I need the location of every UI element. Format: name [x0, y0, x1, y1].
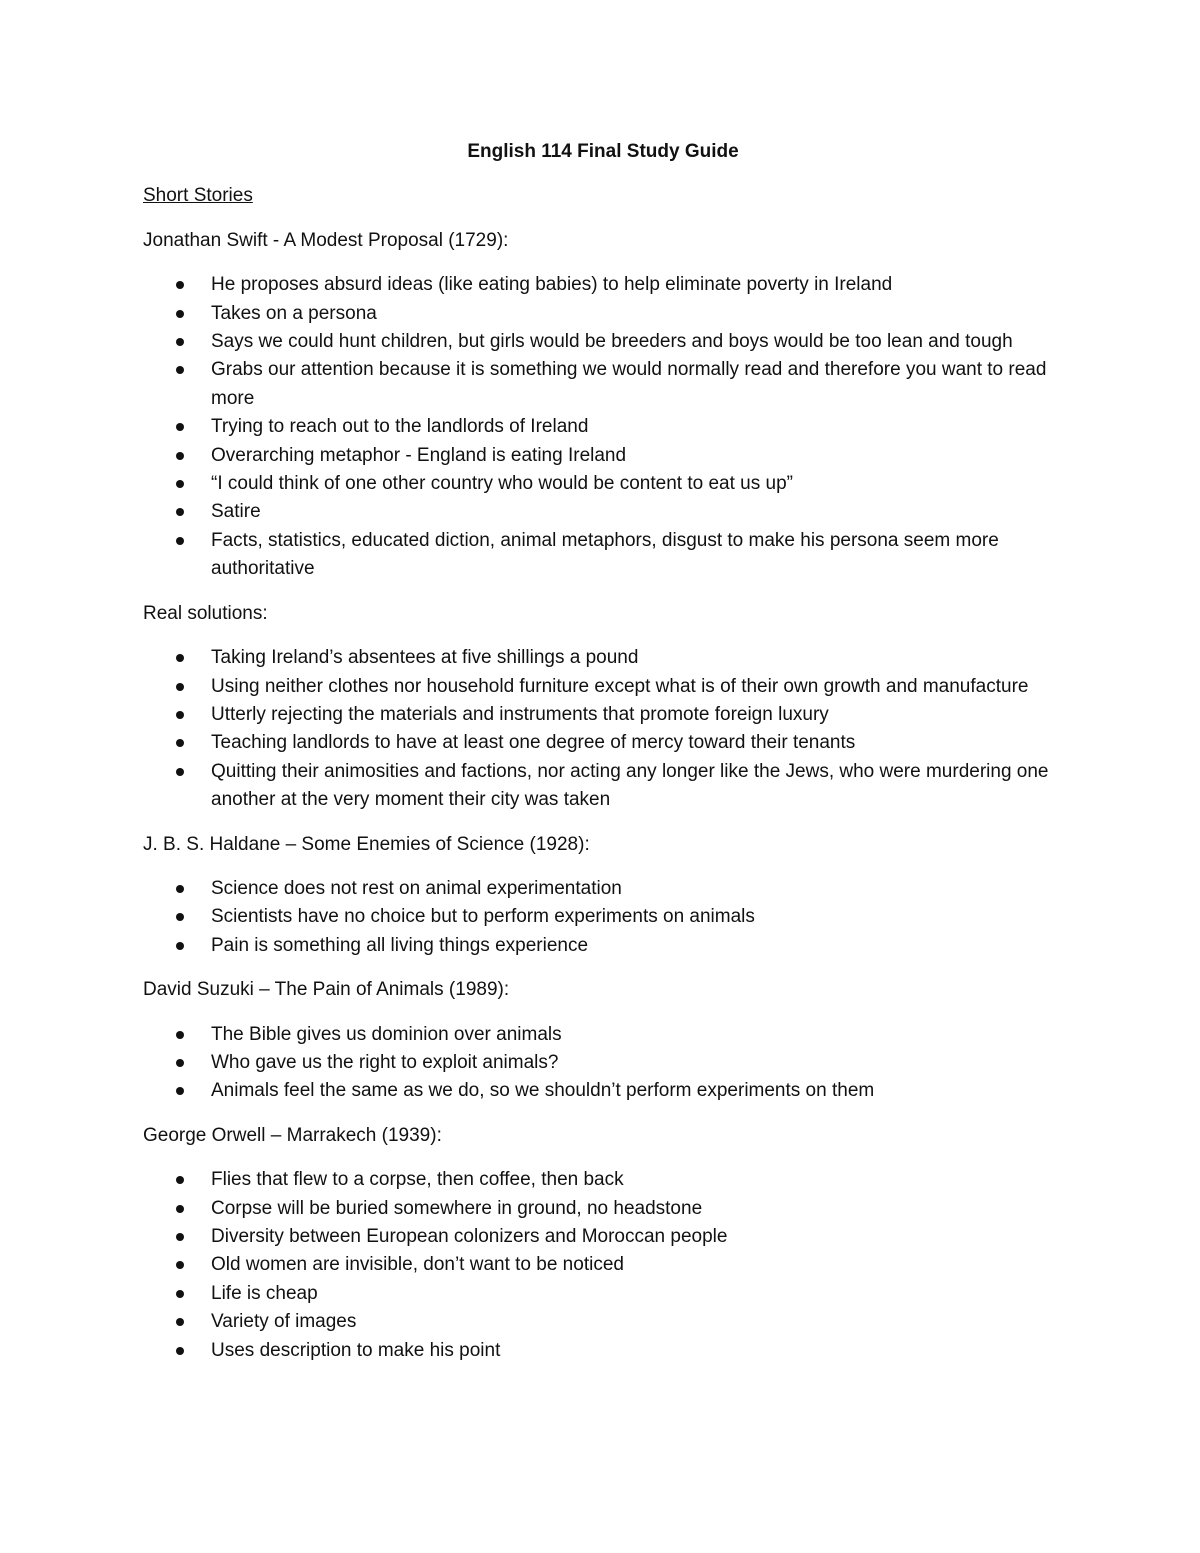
bullet-icon — [176, 1290, 184, 1298]
entry-haldane — [143, 831, 1063, 961]
document-title: English 114 Final Study Guide — [467, 141, 739, 162]
list-item-text: Teaching landlords to have at least one degree of mercy toward their tenants — [211, 732, 856, 754]
bullet-icon — [176, 452, 184, 460]
list-item-text: He proposes absurd ideas (like eating babies) to help eliminate poverty in Ireland — [211, 274, 893, 296]
list-item — [143, 758, 1063, 815]
entry-heading: Real solutions: — [143, 602, 268, 624]
entry-heading: J. B. S. Haldane – Some Enemies of Science (1928): — [143, 833, 590, 855]
list-item — [143, 442, 1063, 470]
document-page — [143, 138, 1063, 1381]
list-item-text: Takes on a persona — [211, 302, 377, 324]
bullet-icon — [176, 423, 184, 431]
list-item — [143, 903, 1063, 931]
list-item-text: Scientists have no choice but to perform experiments on animals — [211, 906, 755, 928]
list-item — [143, 932, 1063, 960]
list-item-text: Facts, statistics, educated diction, animal metaphors, disgust to make his persona seem more authoritative — [211, 529, 999, 580]
bullet-icon — [176, 654, 184, 662]
list-item — [143, 470, 1063, 498]
section-heading-short-stories: Short Stories — [143, 185, 253, 207]
list-item-text: Animals feel the same as we do, so we shouldn’t perform experiments on them — [211, 1080, 875, 1102]
bullet-icon — [176, 1318, 184, 1326]
list-item — [143, 498, 1063, 526]
list-item-text: Grabs our attention because it is something we would normally read and therefore you want to read more — [211, 359, 1047, 409]
bullet-icon — [176, 1347, 184, 1355]
list-item-text: Who gave us the right to exploit animals? — [211, 1051, 559, 1073]
list-item — [143, 673, 1063, 701]
bullet-list — [143, 1021, 1063, 1106]
list-item-text: Overarching metaphor - England is eating Ireland — [211, 444, 627, 466]
list-item-text: Pain is something all living things experience — [211, 934, 589, 956]
bullet-list — [143, 271, 1063, 583]
bullet-icon — [176, 281, 184, 289]
list-item — [143, 875, 1063, 903]
list-item-text: Diversity between European colonizers and Moroccan people — [211, 1226, 728, 1247]
list-item — [143, 729, 1063, 757]
bullet-icon — [176, 1176, 184, 1184]
bullet-icon — [176, 480, 184, 488]
list-item — [143, 1280, 1063, 1308]
bullet-icon — [176, 885, 184, 893]
entry-orwell — [143, 1122, 1063, 1365]
list-item-text: The Bible gives us dominion over animals — [211, 1023, 562, 1045]
entry-suzuki — [143, 976, 1063, 1106]
bullet-icon — [176, 1031, 184, 1039]
list-item — [143, 701, 1063, 729]
list-item — [143, 1308, 1063, 1336]
list-item-text: Uses description to make his point — [211, 1339, 501, 1361]
list-item-text: Corpse will be buried somewhere in ground, no headstone — [211, 1197, 703, 1219]
list-item — [143, 271, 1063, 299]
list-item-text: Utterly rejecting the materials and instruments that promote foreign luxury — [211, 703, 829, 725]
list-item-text: Taking Ireland’s absentees at five shillings a pound — [211, 647, 639, 669]
bullet-icon — [176, 310, 184, 318]
entry-real-solutions — [143, 600, 1063, 815]
bullet-icon — [176, 1087, 184, 1095]
list-item-text: Satire — [211, 501, 261, 523]
list-item — [143, 1195, 1063, 1223]
bullet-icon — [176, 942, 184, 950]
bullet-icon — [176, 913, 184, 921]
bullet-icon — [176, 739, 184, 747]
list-item-text: Old women are invisible, don’t want to be noticed — [211, 1254, 624, 1276]
bullet-icon — [176, 1205, 184, 1213]
list-item — [143, 356, 1063, 413]
bullet-icon — [176, 537, 184, 545]
list-item — [143, 1077, 1063, 1105]
bullet-icon — [176, 508, 184, 516]
list-item — [143, 1166, 1063, 1194]
bullet-icon — [176, 366, 184, 374]
entry-swift — [143, 227, 1063, 584]
list-item-text: Trying to reach out to the landlords of Ireland — [211, 416, 589, 438]
list-item-text: Says we could hunt children, but girls would be breeders and boys would be too lean and tough — [211, 331, 1013, 353]
list-item-text: Life is cheap — [211, 1282, 318, 1304]
list-item — [143, 527, 1063, 584]
bullet-icon — [176, 1233, 184, 1241]
list-item — [143, 1049, 1063, 1077]
bullet-icon — [176, 711, 184, 719]
list-item-text: Science does not rest on animal experimentation — [211, 877, 622, 899]
bullet-icon — [176, 1261, 184, 1269]
bullet-icon — [176, 768, 184, 776]
list-item — [143, 1337, 1063, 1365]
bullet-icon — [176, 683, 184, 691]
list-item-text: Using neither clothes nor household furniture except what is of their own growth and manufacture — [211, 675, 1029, 697]
entry-heading: David Suzuki – The Pain of Animals (1989): — [143, 979, 510, 1001]
list-item — [143, 1251, 1063, 1279]
bullet-list — [143, 644, 1063, 814]
bullet-list — [143, 1166, 1063, 1365]
list-item — [143, 300, 1063, 328]
entry-heading: George Orwell – Marrakech (1939): — [143, 1124, 442, 1146]
bullet-icon — [176, 338, 184, 346]
list-item-text: Variety of images — [211, 1311, 357, 1333]
list-item-text: Quitting their animosities and factions, nor acting any longer like the Jews, who were murdering one another at the very moment their city was taken — [211, 760, 1049, 811]
list-item-text: “I could think of one other country who would be content to eat us up” — [211, 473, 793, 495]
list-item — [143, 1223, 1063, 1251]
bullet-list — [143, 875, 1063, 960]
list-item — [143, 413, 1063, 441]
list-item — [143, 644, 1063, 672]
list-item-text: Flies that flew to a corpse, then coffee, then back — [211, 1169, 624, 1191]
entry-heading: Jonathan Swift - A Modest Proposal (1729): — [143, 229, 509, 251]
list-item — [143, 328, 1063, 356]
bullet-icon — [176, 1059, 184, 1067]
list-item — [143, 1021, 1063, 1049]
